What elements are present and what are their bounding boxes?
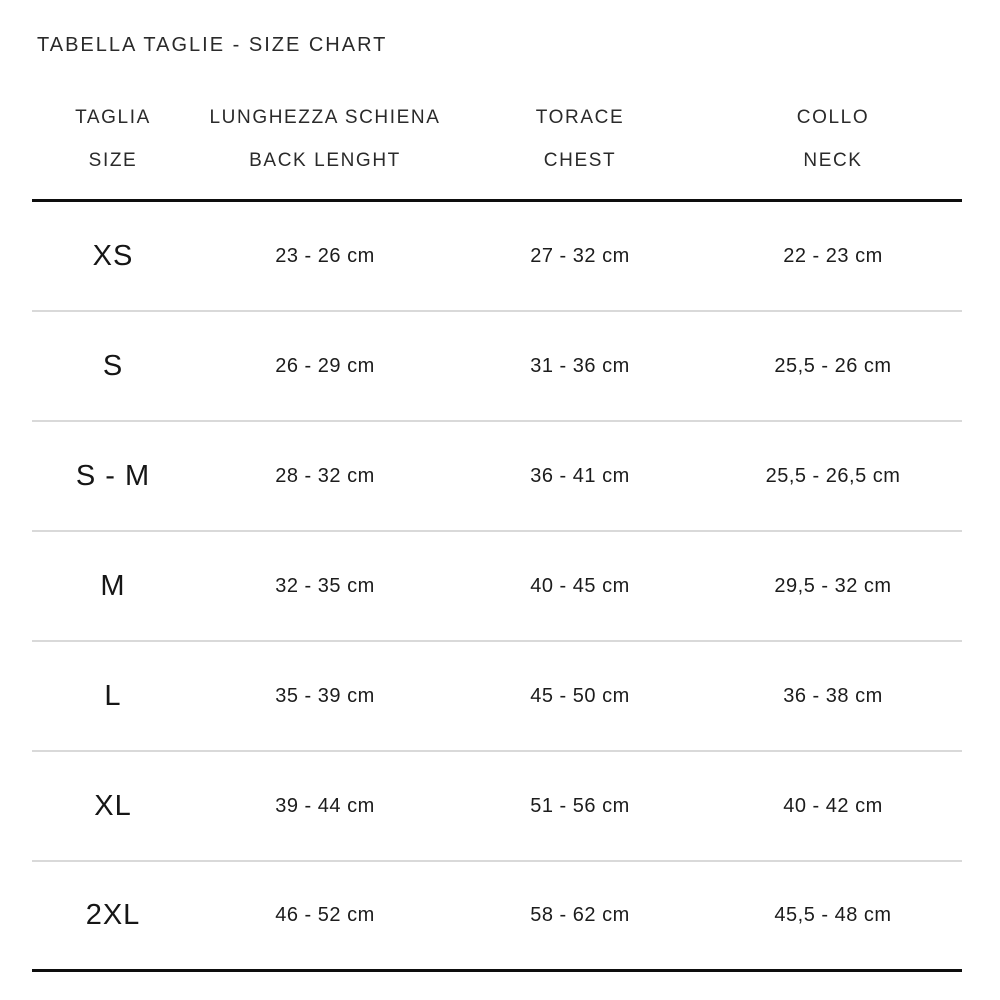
cell-chest: 51 - 56 cm: [530, 794, 630, 817]
cell-back-length: 26 - 29 cm: [275, 354, 375, 377]
cell-size: L: [104, 679, 122, 712]
column-header-label-it: TORACE: [535, 107, 625, 128]
cell-neck: 25,5 - 26,5 cm: [765, 464, 901, 487]
table-row-xl: [32, 752, 962, 862]
cell-neck: 45,5 - 48 cm: [774, 904, 892, 926]
cell-size: 2XL: [85, 899, 141, 931]
column-header-label-it: COLLO: [796, 107, 870, 128]
cell-chest: 45 - 50 cm: [530, 684, 630, 707]
cell-size: S - M: [75, 459, 151, 492]
column-header-label-en: BACK LENGHT: [249, 150, 401, 171]
cell-neck: 40 - 42 cm: [783, 794, 883, 817]
size-chart-table: [32, 96, 962, 972]
column-header-label-en: CHEST: [543, 150, 617, 171]
cell-back-length: 35 - 39 cm: [275, 684, 375, 707]
table-row-2xl: [32, 862, 962, 972]
table-row-m: [32, 532, 962, 642]
table-row-l: [32, 642, 962, 752]
cell-back-length: 32 - 35 cm: [275, 574, 375, 597]
table-row-s: [32, 312, 962, 422]
table-row-s-m: [32, 422, 962, 532]
cell-size: XL: [94, 789, 132, 822]
column-header-neck: [704, 96, 962, 182]
column-header-label-en: NECK: [803, 150, 863, 171]
column-header-back-length: [194, 96, 456, 182]
cell-size: M: [100, 569, 126, 602]
cell-back-length: 39 - 44 cm: [275, 794, 375, 817]
cell-chest: 58 - 62 cm: [530, 904, 630, 926]
column-header-size: [32, 96, 194, 182]
cell-chest: 31 - 36 cm: [530, 354, 630, 377]
cell-chest: 27 - 32 cm: [530, 244, 630, 267]
column-header-label-it: TAGLIA: [75, 107, 151, 128]
cell-neck: 36 - 38 cm: [783, 684, 883, 707]
cell-back-length: 23 - 26 cm: [275, 244, 375, 267]
cell-neck: 29,5 - 32 cm: [774, 574, 892, 597]
cell-chest: 40 - 45 cm: [530, 574, 630, 597]
column-header-label-en: SIZE: [88, 150, 138, 171]
table-header-row: [32, 96, 962, 202]
column-header-chest: [456, 96, 704, 182]
cell-size: XS: [92, 239, 134, 272]
cell-chest: 36 - 41 cm: [530, 464, 630, 487]
cell-neck: 22 - 23 cm: [783, 244, 883, 267]
column-header-label-it: LUNGHEZZA SCHIENA: [209, 107, 441, 128]
page-title: TABELLA TAGLIE - SIZE CHART: [37, 34, 388, 56]
cell-back-length: 28 - 32 cm: [275, 464, 375, 487]
cell-size: S: [102, 349, 124, 382]
cell-neck: 25,5 - 26 cm: [774, 354, 892, 377]
cell-back-length: 46 - 52 cm: [275, 904, 375, 926]
table-row-xs: [32, 202, 962, 312]
